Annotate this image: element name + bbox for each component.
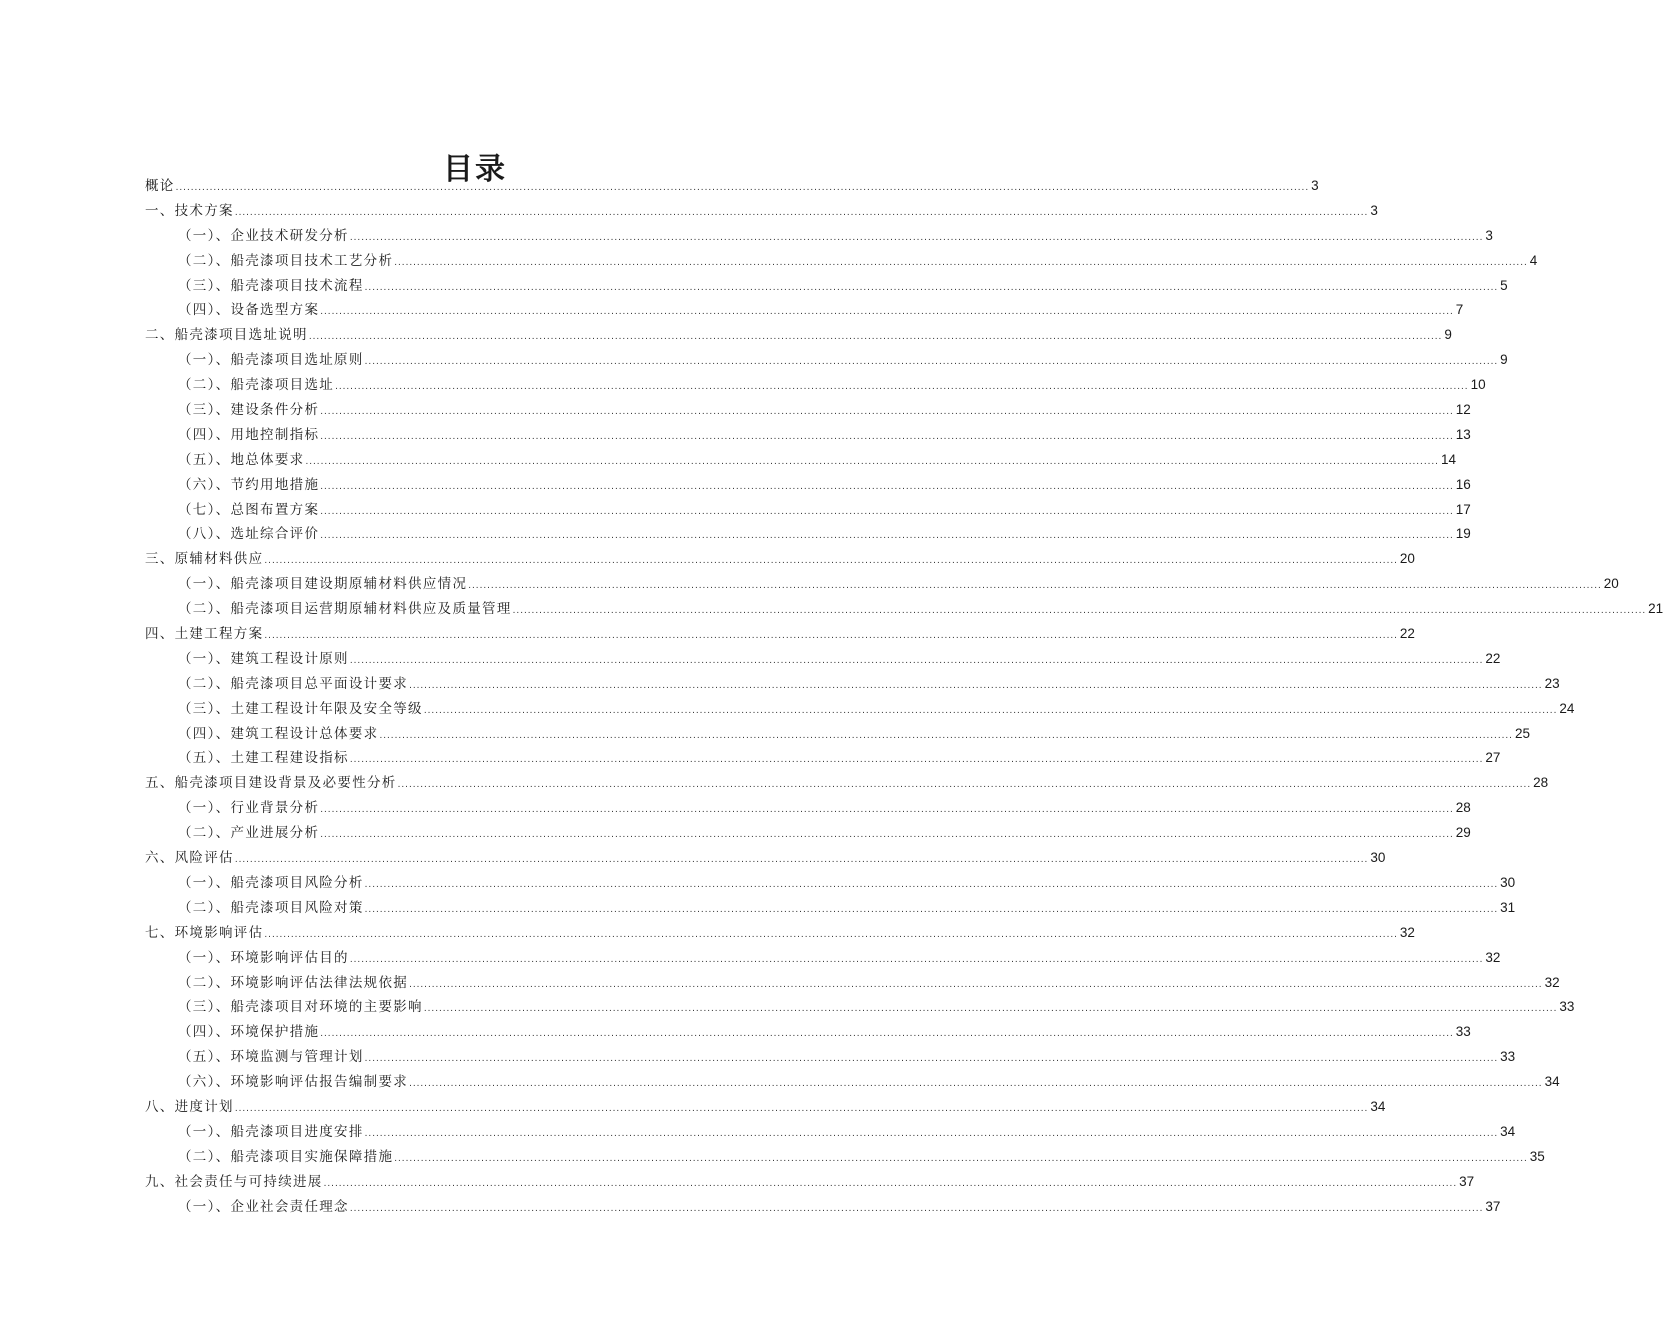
toc-dot-leader: ............................................................................................................................................................................................................................................................................................................ xyxy=(349,953,1484,965)
toc-entry-page-number: 33 xyxy=(1500,1049,1516,1065)
toc-entry-page-number: 20 xyxy=(1399,551,1415,567)
toc-entry[interactable] xyxy=(145,746,1501,771)
toc-dot-leader: ............................................................................................................................................................................................................................................................................................................ xyxy=(364,281,1499,293)
toc-dot-leader: ............................................................................................................................................................................................................................................................................................................ xyxy=(364,1127,1499,1139)
toc-entry-page-number: 33 xyxy=(1559,999,1575,1015)
toc-entry[interactable] xyxy=(145,921,1415,946)
toc-entry-label: （一）、建筑工程设计原则 xyxy=(178,650,349,667)
toc-entry-page-number: 28 xyxy=(1533,775,1549,791)
toc-entry-label: （一）、船壳漆项目进度安排 xyxy=(178,1123,364,1140)
toc-entry-page-number: 34 xyxy=(1370,1098,1386,1114)
toc-entry-page-number: 30 xyxy=(1500,874,1516,890)
toc-dot-leader: ............................................................................................................................................................................................................................................................................................................ xyxy=(320,306,1454,318)
toc-entry-page-number: 31 xyxy=(1500,899,1516,915)
toc-entry-page-number: 3 xyxy=(1370,202,1378,218)
toc-entry-page-number: 7 xyxy=(1455,302,1464,318)
toc-dot-leader: ............................................................................................................................................................................................................................................................................................................ xyxy=(335,381,1469,393)
toc-dot-leader: ............................................................................................................................................................................................................................................................................................................ xyxy=(512,605,1647,617)
toc-entry-label: （四）、建筑工程设计总体要求 xyxy=(178,725,379,742)
toc-dot-leader: ............................................................................................................................................................................................................................................................................................................ xyxy=(320,804,1454,816)
toc-dot-leader: ............................................................................................................................................................................................................................................................................................................ xyxy=(320,406,1454,418)
toc-entry[interactable] xyxy=(145,522,1471,547)
toc-entry-page-number: 9 xyxy=(1444,327,1452,343)
toc-entry-label: 七、环境影响评估 xyxy=(145,924,264,941)
toc-dot-leader: ............................................................................................................................................................................................................................................................................................................ xyxy=(349,754,1484,766)
toc-entry-label: （四）、环境保护措施 xyxy=(178,1024,320,1041)
toc-dot-leader: ............................................................................................................................................................................................................................................................................................................ xyxy=(264,555,1398,567)
toc-entry[interactable] xyxy=(145,174,1319,199)
toc-entry-page-number: 27 xyxy=(1485,750,1501,766)
toc-dot-leader: ............................................................................................................................................................................................................................................................................................................ xyxy=(394,1152,1528,1164)
toc-dot-leader: ............................................................................................................................................................................................................................................................................................................ xyxy=(364,878,1499,890)
toc-entry-label: 一、技术方案 xyxy=(145,202,234,219)
toc-entry-label: 八、进度计划 xyxy=(145,1098,234,1115)
toc-entry[interactable] xyxy=(145,821,1471,846)
toc-dot-leader: ............................................................................................................................................................................................................................................................................................................ xyxy=(349,1202,1484,1214)
toc-dot-leader: ............................................................................................................................................................................................................................................................................................................ xyxy=(364,356,1499,368)
toc-entry-page-number: 3 xyxy=(1485,227,1493,243)
toc-entry-label: （一）、船壳漆项目建设期原辅材料供应情况 xyxy=(178,576,468,593)
toc-entry-label: （三）、船壳漆项目技术流程 xyxy=(178,277,364,294)
toc-title: 目录 xyxy=(443,152,507,188)
toc-entry[interactable] xyxy=(145,1070,1560,1095)
toc-entry-page-number: 3 xyxy=(1311,178,1319,193)
toc-entry[interactable] xyxy=(145,199,1378,224)
toc-dot-leader: ............................................................................................................................................................................................................................................................................................................ xyxy=(423,1003,1558,1015)
toc-entry-label: （二）、船壳漆项目选址 xyxy=(178,377,335,394)
toc-entry-page-number: 24 xyxy=(1559,700,1575,716)
toc-entry-label: 三、原辅材料供应 xyxy=(145,551,264,568)
toc-entry[interactable] xyxy=(145,547,1415,572)
toc-dot-leader: ............................................................................................................................................................................................................................................................................................................ xyxy=(320,430,1454,442)
toc-entry-page-number: 32 xyxy=(1399,924,1415,940)
toc-entry[interactable] xyxy=(145,323,1452,348)
toc-entry-page-number: 5 xyxy=(1500,277,1508,293)
toc-entry-page-number: 10 xyxy=(1470,377,1486,393)
toc-entry[interactable] xyxy=(145,1195,1501,1220)
toc-entry[interactable] xyxy=(145,971,1560,996)
toc-entry[interactable] xyxy=(145,274,1508,299)
toc-entry-label: 九、社会责任与可持续进展 xyxy=(145,1173,323,1190)
toc-entry-label: （六）、节约用地措施 xyxy=(178,476,320,493)
toc-entry-label: （一）、船壳漆项目风险分析 xyxy=(178,874,364,891)
toc-entry[interactable] xyxy=(145,373,1486,398)
toc-entry-label: （五）、土建工程建设指标 xyxy=(178,750,349,767)
toc-dot-leader: ............................................................................................................................................................................................................................................................................................................ xyxy=(234,1102,1369,1114)
toc-dot-leader: ............................................................................................................................................................................................................................................................................................................ xyxy=(364,1053,1499,1065)
toc-entry-label: （七）、总图布置方案 xyxy=(178,501,320,518)
toc-entry-label: （六）、环境影响评估报告编制要求 xyxy=(178,1074,409,1091)
toc-dot-leader: ............................................................................................................................................................................................................................................................................................................ xyxy=(349,654,1484,666)
toc-dot-leader: ............................................................................................................................................................................................................................................................................................................ xyxy=(379,729,1513,741)
toc-entry-label: （四）、设备选型方案 xyxy=(178,302,320,319)
toc-entry-label: 五、船壳漆项目建设背景及必要性分析 xyxy=(145,775,397,792)
toc-entry-page-number: 13 xyxy=(1455,426,1471,442)
toc-entry-page-number: 19 xyxy=(1455,526,1471,542)
toc-entry[interactable] xyxy=(145,946,1501,971)
toc-entry[interactable] xyxy=(145,1095,1386,1120)
toc-entry[interactable] xyxy=(145,498,1471,523)
toc-entry[interactable] xyxy=(145,697,1575,722)
toc-entry-page-number: 14 xyxy=(1440,451,1456,467)
toc-entry[interactable] xyxy=(145,249,1538,274)
toc-entry[interactable] xyxy=(145,1045,1516,1070)
toc-dot-leader: ............................................................................................................................................................................................................................................................................................................ xyxy=(308,331,1443,343)
toc-dot-leader: ............................................................................................................................................................................................................................................................................................................ xyxy=(423,704,1558,716)
toc-entry-label: （三）、土建工程设计年限及安全等级 xyxy=(178,700,423,717)
toc-dot-leader: ............................................................................................................................................................................................................................................................................................................ xyxy=(409,978,1543,990)
toc-dot-leader: ............................................................................................................................................................................................................................................................................................................ xyxy=(349,231,1484,243)
toc-entry-label: （二）、船壳漆项目实施保障措施 xyxy=(178,1148,394,1165)
toc-dot-leader: ............................................................................................................................................................................................................................................................................................................ xyxy=(323,1177,1458,1189)
toc-dot-leader: ............................................................................................................................................................................................................................................................................................................ xyxy=(320,480,1454,492)
toc-entry[interactable] xyxy=(145,622,1415,647)
toc-entry[interactable] xyxy=(145,672,1560,697)
toc-entry-label: （二）、船壳漆项目运营期原辅材料供应及质量管理 xyxy=(178,601,512,618)
toc-entry-label: 概论 xyxy=(145,178,175,194)
toc-entry-label: （二）、船壳漆项目风险对策 xyxy=(178,899,364,916)
toc-entry[interactable] xyxy=(145,423,1471,448)
toc-entry-label: （五）、环境监测与管理计划 xyxy=(178,1049,364,1066)
toc-entry-page-number: 23 xyxy=(1544,675,1560,691)
toc-entry-label: （二）、环境影响评估法律法规依据 xyxy=(178,974,409,991)
toc-entry[interactable] xyxy=(145,572,1619,597)
toc-entry-page-number: 28 xyxy=(1455,800,1471,816)
toc-entry-page-number: 22 xyxy=(1399,626,1415,642)
toc-dot-leader: ............................................................................................................................................................................................................................................................................................................ xyxy=(320,1028,1454,1040)
toc-entry-label: （一）、企业社会责任理念 xyxy=(178,1198,349,1215)
toc-entry[interactable] xyxy=(145,995,1575,1020)
toc-dot-leader: ............................................................................................................................................................................................................................................................................................................ xyxy=(320,505,1454,517)
toc-entry-page-number: 32 xyxy=(1544,974,1560,990)
toc-entry[interactable] xyxy=(145,1170,1475,1195)
toc-dot-leader: ............................................................................................................................................................................................................................................................................................................ xyxy=(394,256,1528,268)
toc-entry-page-number: 29 xyxy=(1455,825,1471,841)
toc-entry[interactable] xyxy=(145,597,1663,622)
toc-entry[interactable] xyxy=(145,348,1508,373)
toc-entry-page-number: 33 xyxy=(1455,1024,1471,1040)
toc-dot-leader: ............................................................................................................................................................................................................................................................................................................ xyxy=(409,679,1543,691)
toc-dot-leader: ............................................................................................................................................................................................................................................................................................................ xyxy=(175,182,1310,193)
toc-dot-leader: ............................................................................................................................................................................................................................................................................................................ xyxy=(264,928,1398,940)
toc-entry[interactable] xyxy=(145,224,1493,249)
toc-entry-label: （一）、企业技术研发分析 xyxy=(178,227,349,244)
toc-entry-label: 二、船壳漆项目选址说明 xyxy=(145,327,308,344)
toc-entry-page-number: 12 xyxy=(1455,402,1471,418)
toc-entry-label: （四）、用地控制指标 xyxy=(178,426,320,443)
toc-entry-page-number: 16 xyxy=(1455,476,1471,492)
toc-dot-leader: ............................................................................................................................................................................................................................................................................................................ xyxy=(397,779,1532,791)
toc-dot-leader: ............................................................................................................................................................................................................................................................................................................ xyxy=(364,903,1499,915)
toc-entry-page-number: 25 xyxy=(1514,725,1530,741)
toc-entry[interactable] xyxy=(145,896,1516,921)
toc-entry-label: （二）、产业进展分析 xyxy=(178,825,320,842)
toc-entry-page-number: 37 xyxy=(1459,1173,1475,1189)
toc-dot-leader: ............................................................................................................................................................................................................................................................................................................ xyxy=(234,854,1369,866)
toc-entry-page-number: 37 xyxy=(1485,1198,1501,1214)
toc-dot-leader: ............................................................................................................................................................................................................................................................................................................ xyxy=(305,455,1439,467)
toc-entry[interactable] xyxy=(145,1120,1516,1145)
toc-entry-page-number: 17 xyxy=(1455,501,1471,517)
toc-entry-page-number: 22 xyxy=(1485,650,1501,666)
toc-entry[interactable] xyxy=(145,647,1501,672)
toc-dot-leader: ............................................................................................................................................................................................................................................................................................................ xyxy=(468,580,1602,592)
toc-dot-leader: ............................................................................................................................................................................................................................................................................................................ xyxy=(264,630,1398,642)
toc-entry[interactable] xyxy=(145,473,1471,498)
toc-entry[interactable] xyxy=(145,722,1530,747)
toc-entry[interactable] xyxy=(145,1145,1545,1170)
toc-entry[interactable] xyxy=(145,846,1386,871)
toc-entry-page-number: 34 xyxy=(1500,1123,1516,1139)
toc-entry-label: 六、风险评估 xyxy=(145,850,234,867)
toc-dot-leader: ............................................................................................................................................................................................................................................................................................................ xyxy=(320,829,1454,841)
toc-entry-page-number: 4 xyxy=(1529,252,1538,268)
toc-entry-label: （二）、船壳漆项目技术工艺分析 xyxy=(178,252,394,269)
toc-entry[interactable] xyxy=(145,1020,1471,1045)
toc-entry-page-number: 20 xyxy=(1603,576,1619,592)
toc-dot-leader: ............................................................................................................................................................................................................................................................................................................ xyxy=(234,206,1369,218)
toc-entry[interactable] xyxy=(145,448,1456,473)
toc-entry-label: （一）、行业背景分析 xyxy=(178,800,320,817)
toc-entry-label: （五）、地总体要求 xyxy=(178,451,305,468)
toc-entry-page-number: 30 xyxy=(1370,850,1386,866)
toc-entry-page-number: 21 xyxy=(1648,601,1663,617)
toc-entry-label: （八）、选址综合评价 xyxy=(178,526,320,543)
toc-entry-page-number: 35 xyxy=(1529,1148,1545,1164)
toc-entry-page-number: 32 xyxy=(1485,949,1501,965)
toc-dot-leader: ............................................................................................................................................................................................................................................................................................................ xyxy=(409,1078,1543,1090)
toc-list xyxy=(145,174,1663,1219)
toc-entry-label: （一）、船壳漆项目选址原则 xyxy=(178,352,364,369)
toc-entry-label: （三）、建设条件分析 xyxy=(178,402,320,419)
toc-entry[interactable] xyxy=(145,871,1516,896)
toc-entry[interactable] xyxy=(145,298,1464,323)
toc-entry[interactable] xyxy=(145,398,1471,423)
toc-entry[interactable] xyxy=(145,796,1471,821)
toc-entry[interactable] xyxy=(145,771,1549,796)
toc-entry-label: （一）、环境影响评估目的 xyxy=(178,949,349,966)
toc-entry-label: （二）、船壳漆项目总平面设计要求 xyxy=(178,675,409,692)
toc-entry-page-number: 34 xyxy=(1544,1074,1560,1090)
toc-entry-label: （三）、船壳漆项目对环境的主要影响 xyxy=(178,999,423,1016)
toc-entry-page-number: 9 xyxy=(1500,352,1508,368)
toc-dot-leader: ............................................................................................................................................................................................................................................................................................................ xyxy=(320,530,1454,542)
toc-entry-label: 四、土建工程方案 xyxy=(145,626,264,643)
